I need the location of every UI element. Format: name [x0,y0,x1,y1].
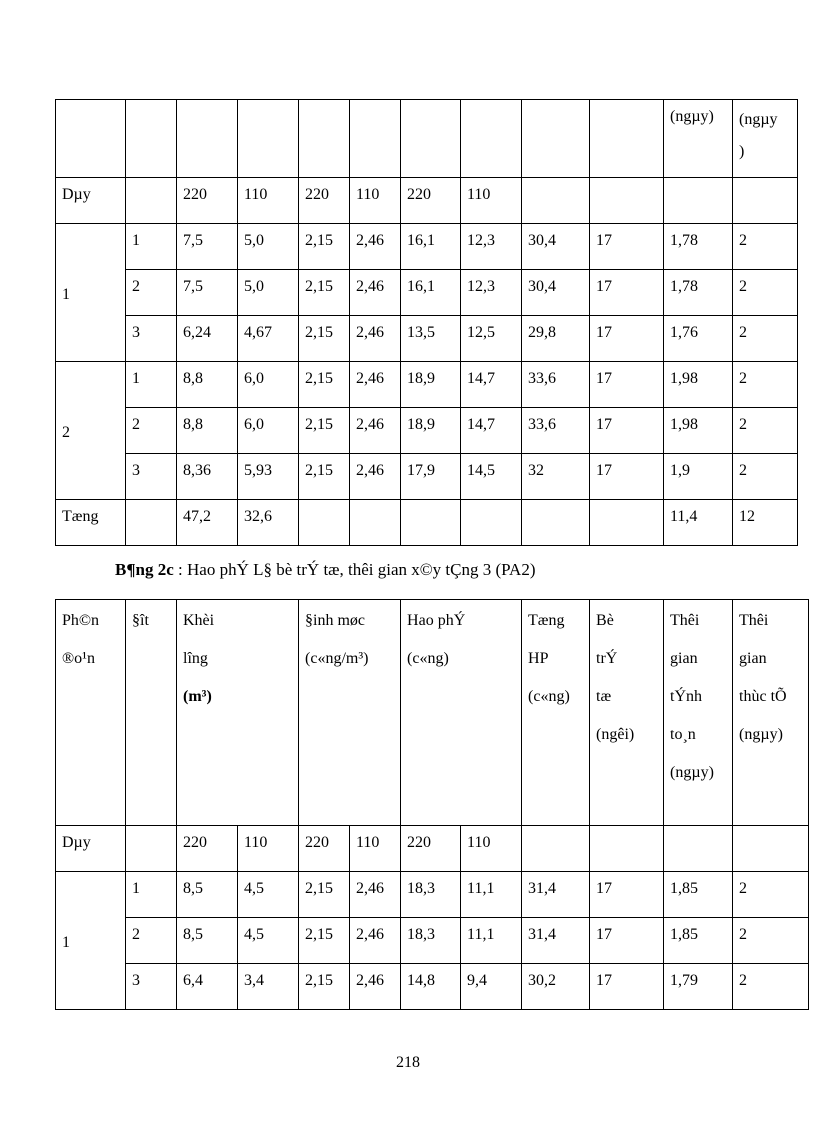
table-cell: 2,46 [350,964,401,1010]
header-khoi-luong: Khèi lîng (m³) [177,600,299,826]
table-cell: 110 [461,826,522,872]
table-cell: 2,46 [350,316,401,362]
labor-table-floor2 [55,99,798,546]
table-cell: 2,15 [299,918,350,964]
table-cell: 31,4 [522,918,590,964]
table-cell: 2 [733,270,798,316]
table-cell: 1 [126,224,177,270]
table-cell: 30,4 [522,224,590,270]
table-cell: 1,78 [664,224,733,270]
table-cell: 2 [126,918,177,964]
table-cell: 2 [733,964,809,1010]
table-cell: 8,8 [177,408,238,454]
table-cell: 8,5 [177,918,238,964]
table-cell: 2 [733,454,798,500]
row-label: Dµy [56,178,126,224]
table-cell: 16,1 [401,224,461,270]
table-cell: 12,5 [461,316,522,362]
table-cell: 17 [590,408,664,454]
table-row [56,408,798,454]
table-row [56,872,809,918]
table-cell: 17 [590,316,664,362]
table-cell: 2,15 [299,316,350,362]
table-cell: 220 [299,178,350,224]
unit-row [56,826,809,872]
table-cell: 110 [238,826,299,872]
table-cell: 220 [299,826,350,872]
table-cell: 31,4 [522,872,590,918]
table-cell: 14,8 [401,964,461,1010]
table-row [56,224,798,270]
group-label: 2 [56,362,126,500]
table-cell: 18,9 [401,362,461,408]
table-cell: 14,7 [461,362,522,408]
table-cell: 7,5 [177,224,238,270]
table-cell: 18,3 [401,918,461,964]
table-header-row [56,100,798,178]
table-cell: 3 [126,316,177,362]
unit-row [56,178,798,224]
table-cell: 32,6 [238,500,299,546]
table-cell: 7,5 [177,270,238,316]
table-cell: 220 [177,178,238,224]
page-number: 218 [396,1054,420,1071]
table-cell: 2,15 [299,964,350,1010]
table-cell: 2,15 [299,454,350,500]
table-cell: 30,4 [522,270,590,316]
table-cell: 30,2 [522,964,590,1010]
table-cell: 18,9 [401,408,461,454]
table-cell: 33,6 [522,408,590,454]
table-cell: 2,46 [350,362,401,408]
table-cell: 110 [238,178,299,224]
table-cell: 2,46 [350,408,401,454]
table-cell: 110 [350,178,401,224]
table-cell: 29,8 [522,316,590,362]
table-cell: 2 [126,270,177,316]
table-cell: 6,0 [238,362,299,408]
table-cell: 2,15 [299,224,350,270]
table-cell: 2 [733,408,798,454]
table-cell: 17 [590,872,664,918]
table-cell: 2 [733,224,798,270]
header-cell: (ngµy) [664,100,733,178]
table-cell: 3 [126,964,177,1010]
group-label: 1 [56,224,126,362]
table-cell: 8,5 [177,872,238,918]
table-cell: 17 [590,362,664,408]
header-dot: §ît [126,600,177,826]
table-cell: 32 [522,454,590,500]
table-cell: 5,93 [238,454,299,500]
table-cell: 8,8 [177,362,238,408]
table-cell: 11,4 [664,500,733,546]
table-cell: 17 [590,454,664,500]
table-cell: 220 [401,178,461,224]
table-cell: 2 [733,918,809,964]
table-cell: 1,78 [664,270,733,316]
table-cell: 1 [126,362,177,408]
table-row [56,454,798,500]
table-cell: 1,79 [664,964,733,1010]
table-cell: 1,85 [664,872,733,918]
table-cell: 1 [126,872,177,918]
labor-table-floor3 [55,599,809,1010]
table-cell: 220 [401,826,461,872]
table-cell: 17,9 [401,454,461,500]
table-cell: 2,15 [299,872,350,918]
table-cell: 2 [733,872,809,918]
table-row [56,964,809,1010]
table-cell: 110 [461,178,522,224]
table-cell: 14,5 [461,454,522,500]
table-cell: 6,4 [177,964,238,1010]
table-cell: 9,4 [461,964,522,1010]
table-cell: 1,98 [664,408,733,454]
table-cell: 11,1 [461,918,522,964]
table-cell: 12 [733,500,798,546]
table-cell: 1,76 [664,316,733,362]
table-cell: 12,3 [461,270,522,316]
table-row [56,918,809,964]
table-cell: 2,46 [350,918,401,964]
table-cell: 1,9 [664,454,733,500]
table-cell: 2 [126,408,177,454]
table-cell: 110 [350,826,401,872]
table-cell: 33,6 [522,362,590,408]
table-cell: 17 [590,918,664,964]
table-cell: 2,46 [350,270,401,316]
table-cell: 6,0 [238,408,299,454]
table-row [56,270,798,316]
table-cell: 11,1 [461,872,522,918]
group-label: 1 [56,872,126,1010]
table-cell: 2,15 [299,362,350,408]
table-cell: 2,46 [350,454,401,500]
table-cell: 17 [590,964,664,1010]
table-cell: 2,15 [299,270,350,316]
table-cell: 5,0 [238,270,299,316]
table-cell: 8,36 [177,454,238,500]
table-cell: 2,15 [299,408,350,454]
table-cell: 4,67 [238,316,299,362]
total-row [56,500,798,546]
table-cell: 17 [590,270,664,316]
table-row [56,362,798,408]
caption-text: : Hao phÝ L§ bè trÝ tæ, thêi gian x©y tÇng 3 (PA2) [173,560,536,579]
table-cell: 2,46 [350,872,401,918]
table-header-row [56,600,809,826]
header-dinh-muc: §inh møc (c«ng/m³) [299,600,401,826]
table-cell: 16,1 [401,270,461,316]
table-cell: 17 [590,224,664,270]
table-cell: 3 [126,454,177,500]
table-row [56,316,798,362]
row-label: Tæng [56,500,126,546]
header-bo-tri: Bè trÝ tæ (ngêi) [590,600,664,826]
table-cell: 1,98 [664,362,733,408]
row-label: Dµy [56,826,126,872]
table-cell: 12,3 [461,224,522,270]
header-tg-thuc: Thêi gian thùc tÕ (ngµy) [733,600,809,826]
header-tong-hp: Tæng HP (c«ng) [522,600,590,826]
table-cell: 47,2 [177,500,238,546]
table-cell: 1,85 [664,918,733,964]
caption-label: B¶ng 2c [115,560,174,579]
table-cell: 18,3 [401,872,461,918]
header-tg-tinh: Thêi gian tÝnh to¸n (ngµy) [664,600,733,826]
table-cell: 2 [733,316,798,362]
header-phan-doan: Ph©n ®o¹n [56,600,126,826]
table-cell: 4,5 [238,918,299,964]
table-cell: 13,5 [401,316,461,362]
table-cell: 2,46 [350,224,401,270]
table-cell: 14,7 [461,408,522,454]
table-caption [115,560,536,580]
header-hao-phi: Hao phÝ (c«ng) [401,600,522,826]
table-cell: 5,0 [238,224,299,270]
table-cell: 3,4 [238,964,299,1010]
header-cell: (ngµy ) [733,100,798,178]
table-cell: 220 [177,826,238,872]
table-cell: 6,24 [177,316,238,362]
table-cell: 4,5 [238,872,299,918]
table-cell: 2 [733,362,798,408]
